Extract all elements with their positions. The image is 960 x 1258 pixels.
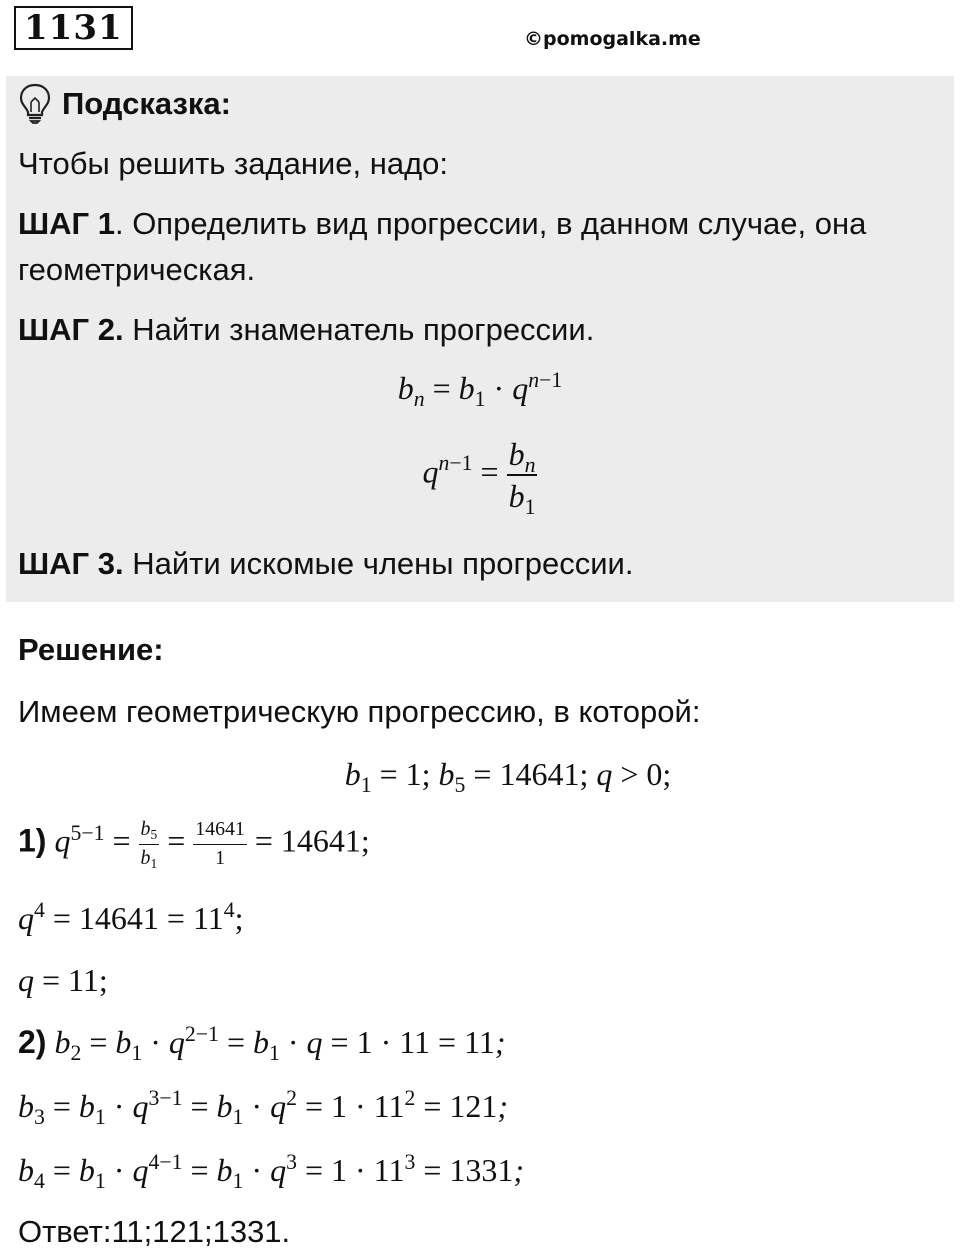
part1-label: 1) bbox=[18, 822, 47, 859]
step1-label: ШАГ 1 bbox=[18, 206, 115, 241]
fraction-numerator: 14641 bbox=[193, 820, 247, 845]
part1-line: 1) $q^{5-1}$ = $\frac{b_5}{b_1}$ = $\frac{14641}{1}$ = 14641; bbox=[18, 818, 370, 872]
step1-line2: геометрическая. bbox=[18, 252, 256, 287]
copyright: ©pomogalka.me bbox=[524, 28, 701, 50]
formula-nth-term: $b_n = b_1 \cdot q^{n-1}$ bbox=[397, 368, 563, 411]
step2-line bbox=[18, 312, 594, 348]
formula-q-power: $q^{n-1}$ = $\frac{b_n}{b_1}$ bbox=[422, 436, 536, 519]
b2-line: 2) $b_2 = b_1 \cdot q^{2-1} = b_1 \cdot q = 1 \cdot 11 = 11$; bbox=[18, 1022, 506, 1065]
problem-number: 1131 bbox=[14, 6, 133, 50]
step3-label: ШАГ 3. bbox=[18, 546, 124, 581]
fraction-bn-b1: $\frac{b_n}{b_1}$ bbox=[508, 436, 536, 519]
q-value: 11 bbox=[68, 962, 99, 998]
q-line: q = 11; bbox=[18, 962, 108, 998]
fraction-b5-b1: $\frac{b_5}{b_1}$ bbox=[140, 818, 158, 872]
step2-label: ШАГ 2. bbox=[18, 312, 124, 347]
q4-value-2: 14641 bbox=[78, 900, 159, 936]
q4-value: 14641 bbox=[280, 822, 361, 859]
solution-intro: Имеем геометрическую прогрессию, в которой: bbox=[18, 694, 701, 729]
answer: Ответ:11;121;1331. bbox=[18, 1214, 291, 1249]
part2-label: 2) bbox=[18, 1024, 47, 1060]
step2-text: Найти знаменатель прогрессии. bbox=[123, 312, 595, 347]
given-values: $b_1 = 1$; $b_5 = 14641$; q > 0; bbox=[344, 756, 672, 797]
q4-line: $q^4 = 14641 = 11^4$; bbox=[18, 898, 244, 936]
step3-text: Найти искомые члены прогрессии. bbox=[123, 546, 634, 581]
q-base: 11 bbox=[192, 900, 224, 936]
b5-value: 14641 bbox=[499, 756, 580, 792]
step3-line bbox=[18, 546, 634, 582]
step1-line1 bbox=[18, 206, 866, 242]
fraction-14641-1 bbox=[193, 820, 247, 869]
b2-value: 11 bbox=[464, 1024, 495, 1060]
b3-line: $b_3 = b_1 \cdot q^{3-1} = b_1 \cdot q^2 = 1 \cdot 11^2 = 121$; bbox=[18, 1086, 509, 1129]
lightbulb-icon bbox=[18, 82, 52, 124]
b1-value: 1 bbox=[405, 756, 422, 792]
b4-value: 1331 bbox=[449, 1152, 514, 1188]
solution-title: Решение: bbox=[18, 632, 164, 667]
hint-title: Подсказка: bbox=[62, 86, 231, 121]
b3-value: 121 bbox=[449, 1088, 498, 1124]
step1-text: . Определить вид прогрессии, в данном случае, она bbox=[114, 206, 867, 241]
b4-line: $b_4 = b_1 \cdot q^{4-1} = b_1 \cdot q^3 = 1 \cdot 11^3 = 1331$; bbox=[18, 1150, 525, 1193]
fraction-denominator: 1 bbox=[215, 846, 225, 869]
hint-intro: Чтобы решить задание, надо: bbox=[18, 146, 449, 181]
